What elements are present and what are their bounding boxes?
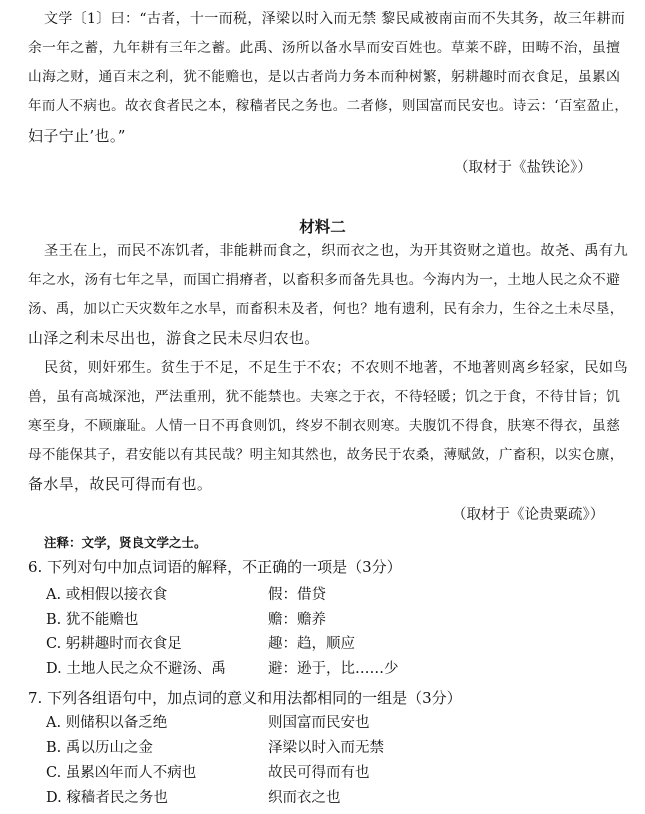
passage1-line-3: 山海之财，通百末之利，犹不能赡也，是以古者尚力务本而种树繁，躬耕趣时而衣食足，虽累凶 bbox=[28, 69, 621, 85]
passage2-p1-line-3: 汤、禹，加以亡天灾数年之水旱，而畜积未及者，何也？地有遗利，民有余力，生谷之土未尽垦， bbox=[28, 301, 624, 317]
q7-option-b-pair: 泽梁以时入而无禁 bbox=[268, 740, 384, 756]
q6-option-d-gloss: 避：逊于，比……少 bbox=[268, 661, 399, 677]
passage1-source: （取材于《盐铁论》） bbox=[454, 160, 592, 176]
q6-option-b: B. 犹不能赡也 bbox=[46, 612, 139, 628]
q6-option-c-gloss: 趣：趋，顺应 bbox=[268, 636, 355, 652]
passage2-p2-line-1: 民贫，则奸邪生。贫生于不足，不足生于不农；不农则不地著，不地著则离乡轻家，民如鸟 bbox=[44, 360, 629, 376]
q7-option-b: B. 禹以历山之金 bbox=[46, 740, 153, 756]
passage1-line-2: 余一年之蓄，九年耕有三年之蓄。此禹、汤所以备水旱而安百姓也。草莱不辟，田畴不治，虽擅 bbox=[28, 40, 621, 56]
passage1-line-5: 妇子宁止’也。” bbox=[28, 127, 126, 145]
passage2-p2-line-4: 母不能保其子，君安能以有其民哉？明主知其然也，故务民于农桑，薄赋敛，广畜积，以实仓廪， bbox=[28, 447, 624, 463]
q6-option-c: C. 躬耕趣时而衣食足 bbox=[46, 636, 182, 652]
passage2-p1-line-1: 圣王在上，而民不冻饥者，非能耕而食之，织而衣之也，为开其资财之道也。故尧、禹有九 bbox=[44, 243, 629, 259]
passage2-p1-line-4: 山泽之利未尽出也，游食之民未尽归农也。 bbox=[28, 329, 320, 347]
q6-option-a: A. 或相假以接衣食 bbox=[46, 587, 168, 603]
footnote: 注释：文学，贤良文学之士。 bbox=[44, 535, 207, 550]
passage2-p2-line-2: 兽，虽有高城深池，严法重刑，犹不能禁也。夫寒之于衣，不待轻暖；饥之于食，不待甘旨；饥 bbox=[28, 389, 621, 405]
q7-option-d: D. 稼穑者民之务也 bbox=[46, 790, 168, 806]
q7-option-d-pair: 织而衣之也 bbox=[268, 790, 341, 806]
passage2-p1-line-2: 年之水，汤有七年之旱，而国亡捐瘠者，以畜积多而备先具也。今海内为一，土地人民之众不避 bbox=[28, 272, 621, 288]
question-7-stem: 7. 下列各组语句中，加点词的意义和用法都相同的一组是（3分） bbox=[28, 689, 462, 707]
q7-option-a: A. 则储积以备乏绝 bbox=[46, 715, 168, 731]
q7-option-c-pair: 故民可得而有也 bbox=[268, 765, 370, 781]
passage2-source: （取材于《论贵粟疏》） bbox=[452, 507, 605, 523]
passage1-line-4: 年而人不病也。故衣食者民之本，稼穑者民之务也。二者修，则国富而民安也。诗云：‘百室盈止， bbox=[28, 98, 629, 114]
q6-option-d: D. 土地人民之众不避汤、禹 bbox=[46, 661, 226, 677]
passage2-p2-line-3: 寒至身，不顾廉耻。人情一日不再食则饥，终岁不制衣则寒。夫腹饥不得食，肤寒不得衣，虽慈 bbox=[28, 418, 621, 434]
question-6-stem: 6. 下列对句中加点词语的解释，不正确的一项是（3分） bbox=[28, 558, 402, 576]
q7-option-a-pair: 则国富而民安也 bbox=[268, 715, 370, 731]
q6-option-a-gloss: 假：借贷 bbox=[268, 587, 326, 603]
passage2-title: 材料二 bbox=[299, 217, 346, 236]
q7-option-c: C. 虽累凶年而人不病也 bbox=[46, 765, 197, 781]
passage1-line-1: 文学〔1〕曰：“古者，十一而税，泽梁以时入而无禁 黎民咸被南亩而不失其务，故三年耕而 bbox=[44, 11, 626, 27]
passage2-p2-line-5: 备水旱，故民可得而有也。 bbox=[28, 475, 213, 493]
q6-option-b-gloss: 赡：赡养 bbox=[268, 612, 326, 628]
